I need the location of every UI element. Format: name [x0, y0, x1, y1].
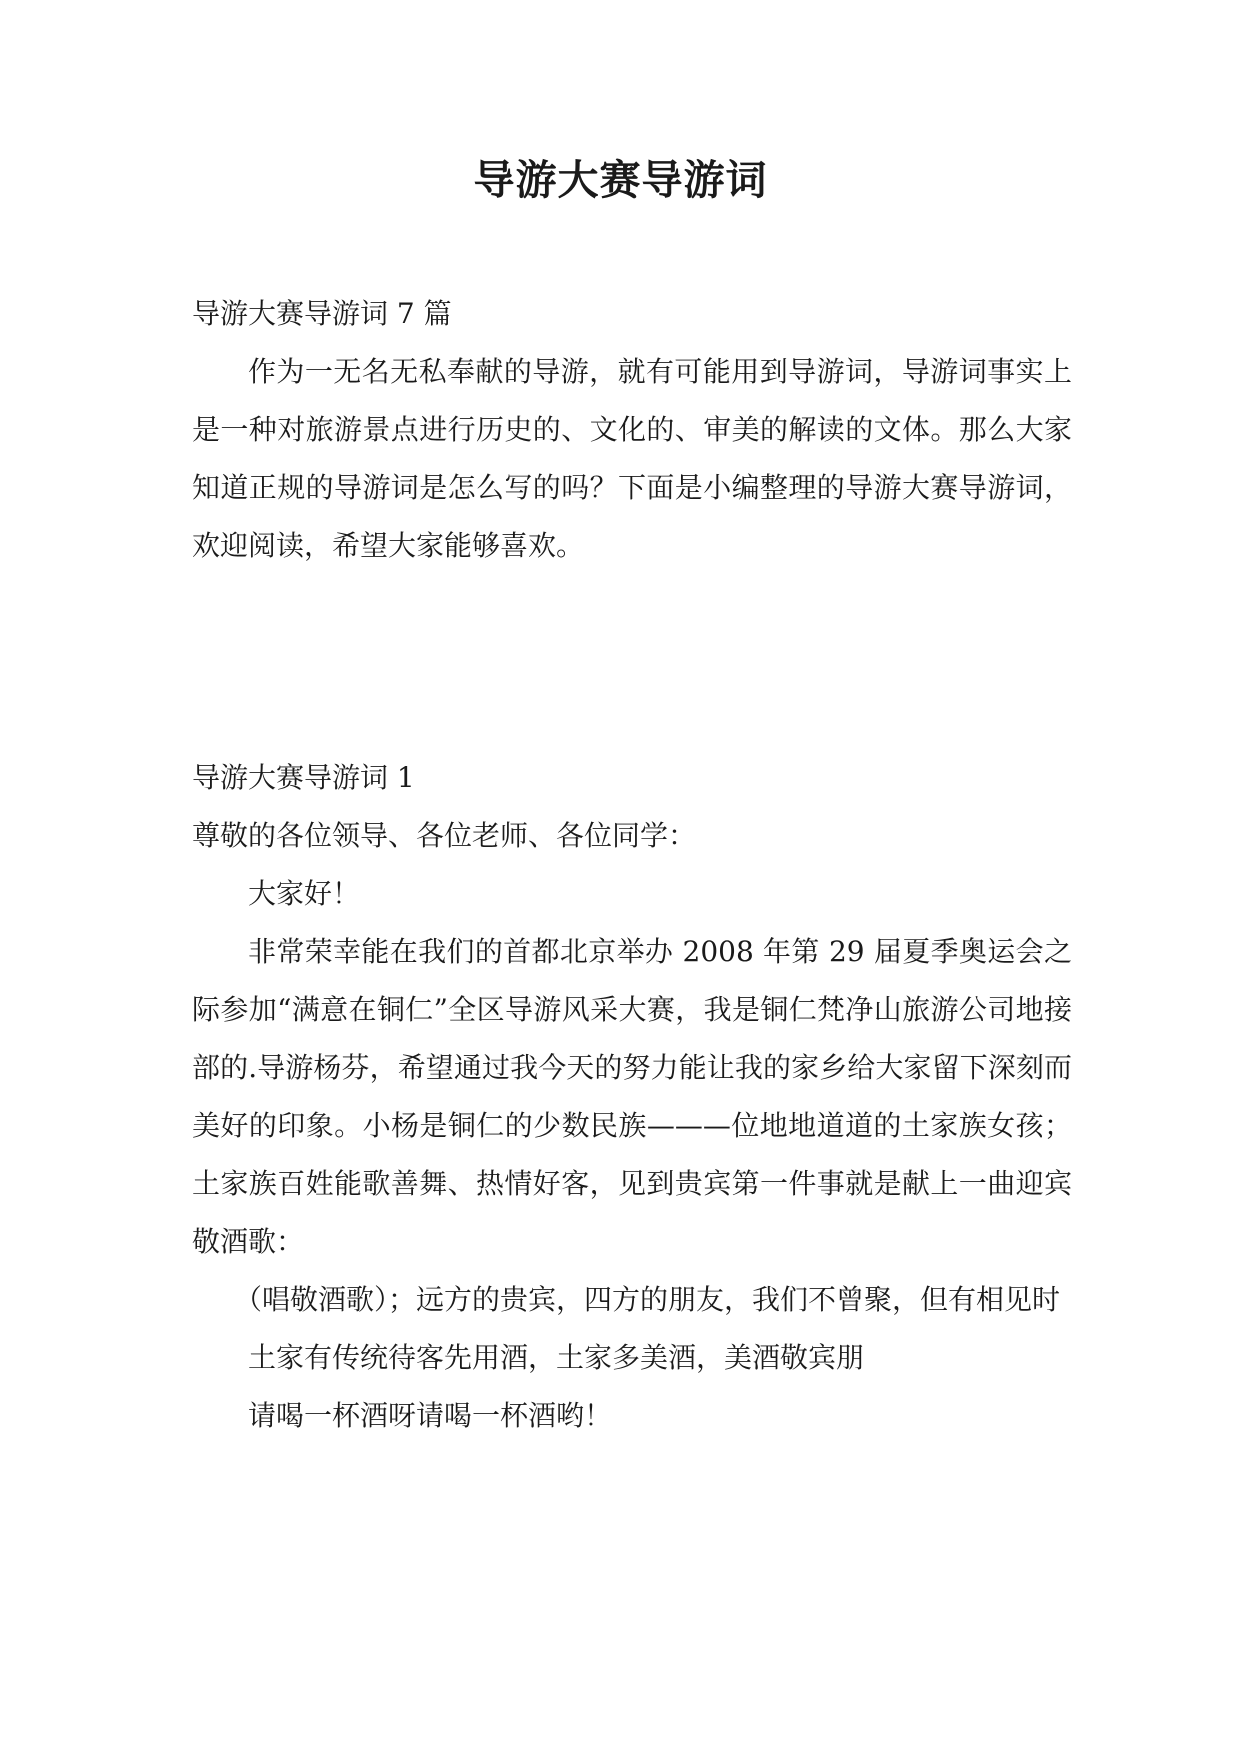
greeting-line: 大家好！ [248, 877, 361, 910]
document-subtitle: 导游大赛导游词 7 篇 [192, 297, 452, 330]
salutation-line: 尊敬的各位领导、各位老师、各位同学： [192, 819, 697, 852]
section-spacer [192, 575, 1072, 749]
document-body [192, 285, 1072, 1445]
song-intro-paragraph: （唱敬酒歌）；远方的贵宾，四方的朋友，我们不曾聚，但有相见时 [234, 1283, 1061, 1316]
lyric-line-2: 请喝一杯酒呀请喝一杯酒哟！ [248, 1399, 613, 1432]
intro-paragraph: 作为一无名无私奉献的导游，就有可能用到导游词，导游词事实上是一种对旅游景点进行历史的、文化的、审美的解读的文体。那么大家知道正规的导游词是怎么写的吗？下面是小编整理的导游大赛导游词，欢迎阅读，希望大家能够喜欢。 [192, 355, 1072, 562]
lyric-line-1: 土家有传统待客先用酒，土家多美酒，美酒敬宾朋 [248, 1341, 865, 1374]
body-paragraph: 非常荣幸能在我们的首都北京举办 2008 年第 29 届夏季奥运会之际参加“满意在铜仁”全区导游风采大赛，我是铜仁梵净山旅游公司地接部的.导游杨芬，希望通过我今天的努力能让我的家乡给大家留下深刻而美好的印象。小杨是铜仁的少数民族———位地地道道的土家族女孩；土家族百姓能歌善舞、热情好客，见到贵宾第一件事就是献上一曲迎宾敬酒歌： [192, 935, 1072, 1258]
section-heading: 导游大赛导游词 1 [192, 761, 415, 794]
document-title: 导游大赛导游词 [473, 156, 768, 204]
